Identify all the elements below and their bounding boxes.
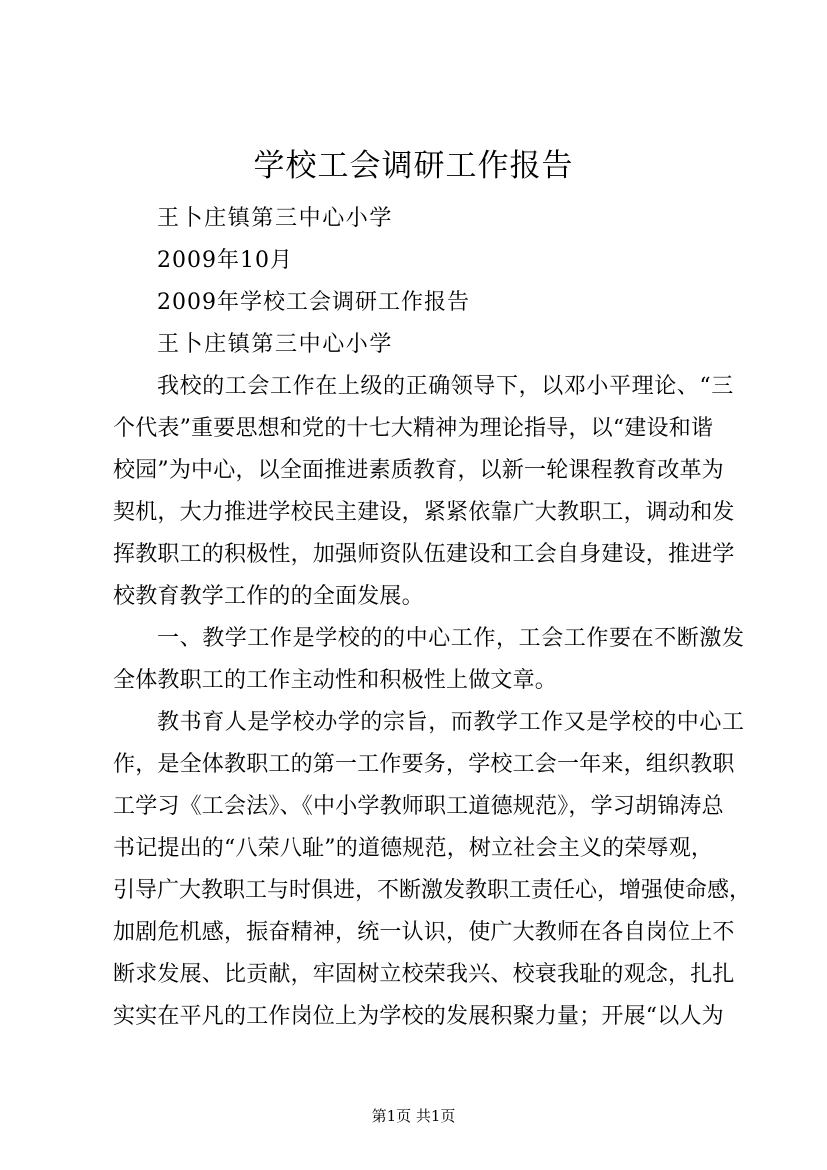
text-line: 我校的工会工作在上级的正确领导下，以邓小平理论、“三 (157, 374, 734, 399)
text-line: 2009年学校工会调研工作报告 (157, 290, 470, 315)
text-line: 校园”为中心，以全面推进素质教育，以新一轮课程教育改革为 (113, 458, 724, 483)
text-line: 加剧危机感，振奋精神，统一认识，使广大教师在各自岗位上不 (113, 920, 735, 945)
text-line: 挥教职工的积极性，加强师资队伍建设和工会自身建设，推进学 (113, 542, 735, 567)
text-line: 引导广大教职工与时俱进，不断激发教职工责任心，增强使命感， (113, 878, 752, 903)
text-line: 王卜庄镇第三中心小学 (157, 332, 394, 357)
text-line: 全体教职工的工作主动性和积极性上做文章。 (113, 668, 558, 693)
document-body (113, 198, 752, 1038)
text-line: 校教育教学工作的的全面发展。 (113, 584, 424, 609)
text-line: 作，是全体教职工的第一工作要务，学校工会一年来，组织教职 (113, 752, 735, 777)
text-line: 教书育人是学校办学的宗旨，而教学工作又是学校的中心工 (157, 710, 745, 735)
text-line: 王卜庄镇第三中心小学 (157, 206, 394, 231)
text-line: 2009年10月 (157, 248, 293, 273)
text-line: 个代表”重要思想和党的十七大精神为理论指导，以“建设和谐 (113, 416, 714, 441)
text-line: 书记提出的“八荣八耻”的道德规范，树立社会主义的荣辱观， (113, 836, 714, 861)
text-line: 断求发展、比贡献，牢固树立校荣我兴、校衰我耻的观念，扎扎 (113, 962, 735, 987)
text-line: 契机，大力推进学校民主建设，紧紧依靠广大教职工，调动和发 (113, 500, 735, 525)
text-line: 实实在平凡的工作岗位上为学校的发展积聚力量；开展“以人为 (113, 1004, 724, 1029)
page-footer: 第1页 共1页 (371, 1107, 456, 1125)
text-line: 工学习《工会法》、《中小学教师职工道德规范》，学习胡锦涛总 (113, 794, 724, 819)
document-title: 学校工会调研工作报告 (253, 148, 574, 184)
text-line: 一、教学工作是学校的的中心工作，工会工作要在不断激发 (157, 626, 745, 651)
